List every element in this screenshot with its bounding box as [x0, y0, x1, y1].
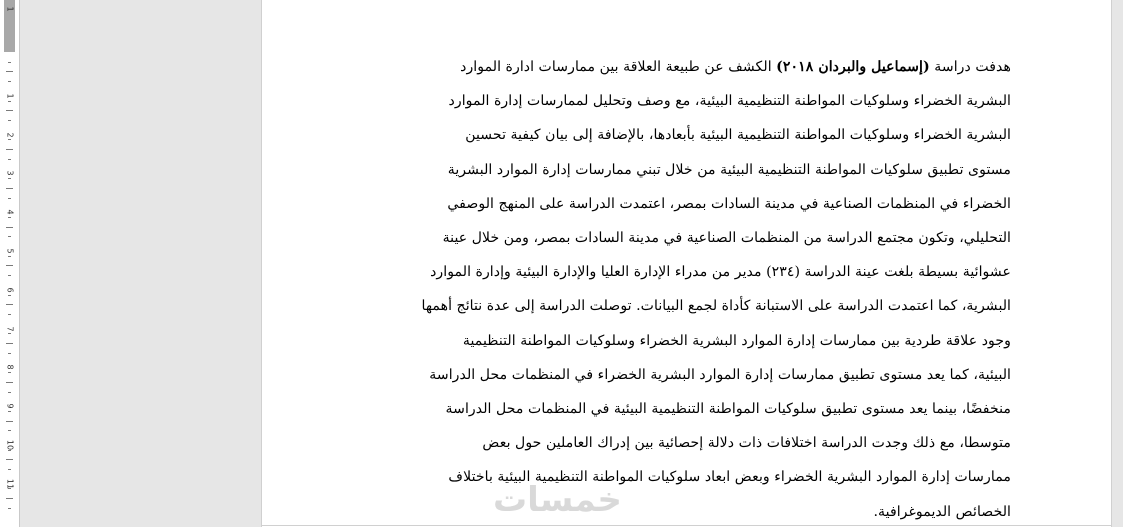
page-bottom-divider [261, 525, 1112, 526]
ruler-tick [6, 382, 13, 383]
ruler-tick [8, 120, 11, 121]
ruler-number: 8 [5, 364, 15, 370]
line-text: عشوائية بسيطة بلغت عينة الدراسة (٢٣٤) مدير من مدراء الإدارة العليا والإدارة البيئية وإدارة الموارد [430, 264, 1011, 281]
ruler-tick [8, 198, 11, 199]
ruler-tick [6, 110, 13, 111]
line-text: البشرية الخضراء وسلوكيات المواطنة التنظيمية البيئية بأبعادها، بالإضافة إلى بيان كيفية تحسين [465, 127, 1011, 144]
document-page[interactable] [261, 0, 1112, 527]
line-text: مستوى تطبيق سلوكيات المواطنة التنظيمية البيئية من خلال تبني ممارسات إدارة الموارد البشرية [447, 161, 1011, 178]
line-text: الخصائص الديموغرافية. [873, 503, 1011, 520]
paragraph-line [361, 84, 1011, 118]
paragraph-line [361, 187, 1011, 221]
paragraph-line [361, 221, 1011, 255]
line-text: البيئية، كما يعد مستوى تطبيق ممارسات إدارة الموارد البشرية الخضراء في المنظمات محل الدراسة [429, 366, 1011, 383]
line-text: متوسطا، مع ذلك وجدت الدراسة اختلافات ذات دلالة إحصائية بين إدراك العاملين حول بعض [482, 435, 1011, 452]
paragraph-line [361, 118, 1011, 152]
line-text: البشرية الخضراء وسلوكيات المواطنة التنظيمية البيئية، مع وصف وتحليل لممارسات إدارة الموارد [448, 93, 1011, 110]
ruler-number: 11 [5, 478, 15, 490]
ruler-tick [6, 498, 13, 499]
line-text: منخفضًا، بينما يعد مستوى تطبيق سلوكيات المواطنة التنظيمية البيئية في المنظمات محل الدراسة [445, 401, 1011, 418]
ruler-tick [8, 430, 11, 431]
ruler-number: 10 [5, 439, 15, 451]
paragraph-line [361, 255, 1011, 289]
paragraph-line [361, 50, 1011, 84]
paragraph-line [361, 324, 1011, 358]
ruler-tick [8, 275, 11, 276]
ruler-tick [8, 392, 11, 393]
ruler-number: 2 [5, 132, 15, 138]
citation-bold: (إسماعيل والبردان ٢٠١٨) [776, 59, 930, 75]
ruler-number: 1 [5, 6, 15, 12]
ruler-tick [8, 314, 11, 315]
ruler-tick [6, 227, 13, 228]
ruler-tick [6, 459, 13, 460]
ruler-tick [8, 62, 11, 63]
body-paragraph[interactable] [361, 50, 1011, 529]
ruler-tick [8, 469, 11, 470]
ruler-tick [6, 188, 13, 189]
watermark-logo: خمسات [493, 480, 622, 520]
ruler-number: 3 [5, 170, 15, 176]
line-text: التحليلي، وتكون مجتمع الدراسة من المنظمات الصناعية في مدينة السادات بمصر، ومن خلال عينة [442, 230, 1011, 247]
paragraph-line [361, 289, 1011, 323]
ruler-number: 9 [5, 403, 15, 409]
ruler-tick [8, 353, 11, 354]
ruler-tick [6, 265, 13, 266]
ruler-number: 1 [5, 93, 15, 99]
line-text: هدفت دراسة [929, 59, 1011, 75]
line-text: الخضراء في المنظمات الصناعية في مدينة السادات بمصر، اعتمدت الدراسة على المنهج الوصفي [447, 195, 1011, 212]
paragraph-line [361, 358, 1011, 392]
line-text: الكشف عن طبيعة العلاقة بين ممارسات ادارة الموارد [460, 59, 777, 75]
ruler-tick [6, 421, 13, 422]
ruler-number: 7 [5, 326, 15, 332]
ruler-number: 4 [5, 209, 15, 215]
ruler-tick [6, 71, 13, 72]
paragraph-line [361, 460, 1011, 494]
ruler-tick [8, 508, 11, 509]
paragraph-line [361, 426, 1011, 460]
paragraph-line [361, 495, 1011, 529]
line-text: وجود علاقة طردية بين ممارسات إدارة الموارد البشرية الخضراء وسلوكيات المواطنة التنظيمية [462, 332, 1011, 349]
ruler-tick [8, 159, 11, 160]
ruler-tick [8, 236, 11, 237]
ruler-number: 5 [5, 248, 15, 254]
paragraph-line [361, 153, 1011, 187]
line-text: البشرية، كما اعتمدت الدراسة على الاستبانة كأداة لجمع البيانات. توصلت الدراسة إلى عدة نتائج أهمها [421, 298, 1011, 315]
left-margin-area [0, 0, 261, 527]
right-margin-area [1112, 0, 1123, 527]
ruler-tick [6, 343, 13, 344]
ruler-tick [6, 149, 13, 150]
ruler-tick [8, 81, 11, 82]
line-text: ممارسات إدارة الموارد البشرية الخضراء وبعض ابعاد سلوكيات المواطنة التنظيمية البيئية باختلاف [448, 469, 1011, 486]
ruler-tick [6, 304, 13, 305]
vertical-ruler[interactable] [0, 0, 20, 527]
paragraph-line [361, 392, 1011, 426]
ruler-number: 6 [5, 287, 15, 293]
